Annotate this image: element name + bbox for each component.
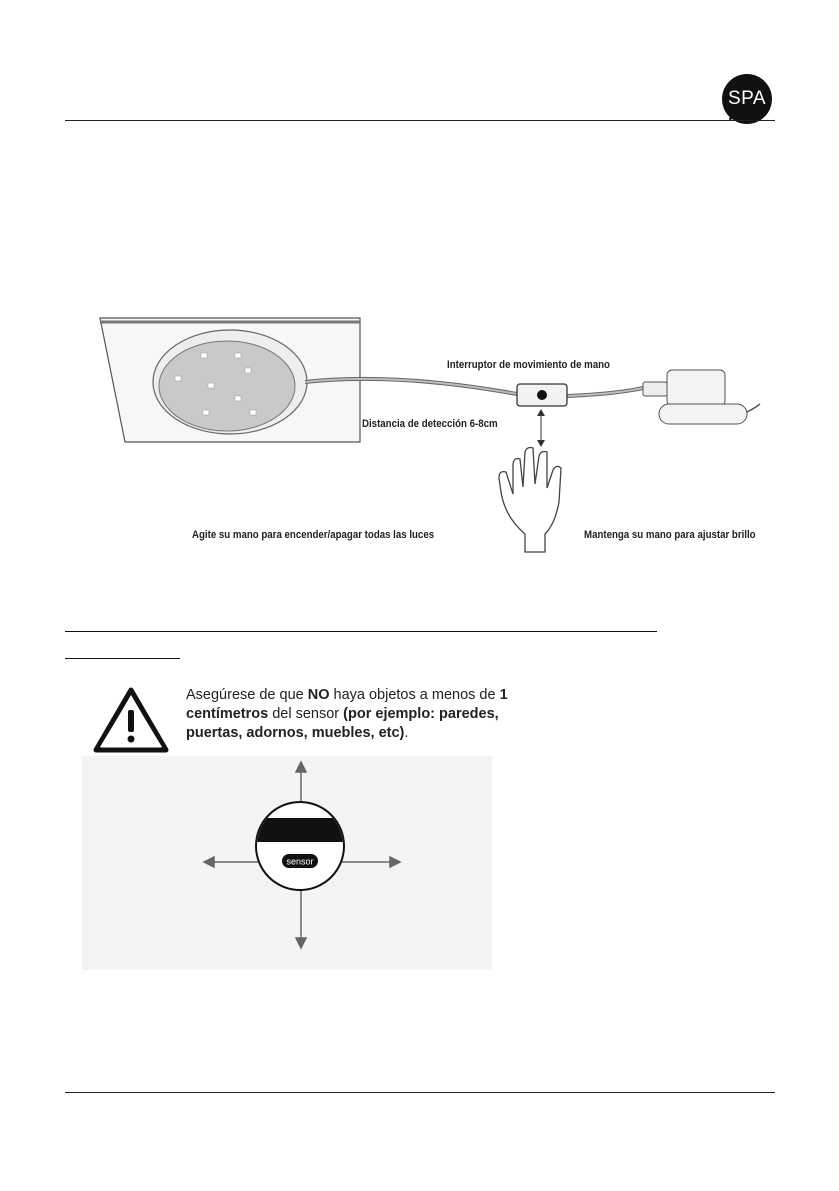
warning-text-examples: (por ejemplo: paredes, puertas, adornos, muebles, etc) (186, 706, 499, 741)
footer-rule (65, 1092, 775, 1093)
header-rule (65, 120, 775, 121)
detection-arrow (537, 409, 545, 447)
sensor-clearance-figure (82, 756, 492, 970)
warning-icon (92, 686, 170, 754)
section-heading-underline-2 (65, 658, 180, 659)
hold-label: Mantenga su mano para ajustar brillo (584, 529, 756, 541)
switch-label: Interruptor de movimiento de mano (447, 359, 610, 371)
section-heading-underline (65, 631, 657, 632)
distance-label: Distancia de detección 6-8cm (362, 418, 498, 430)
language-badge: SPA (722, 74, 772, 124)
product-diagram (95, 312, 775, 562)
warning-text-3: haya objetos a menos de (329, 687, 500, 703)
hand-motion-switch (517, 384, 567, 406)
warning-text-5: del sensor (268, 706, 344, 722)
power-adapter (643, 370, 760, 424)
warning-text-no: NO (307, 687, 330, 703)
warning-text-1: Asegúrese de que (186, 687, 308, 703)
sensor-label: sensor (286, 856, 314, 867)
sensor-circle (256, 802, 344, 890)
warning-text-distance: 1 centímetros (186, 687, 508, 722)
warning-text (186, 686, 526, 743)
hand-icon (499, 448, 561, 553)
wave-label: Agite su mano para encender/apagar todas las luces (192, 529, 435, 541)
warning-text-7: . (404, 725, 409, 741)
